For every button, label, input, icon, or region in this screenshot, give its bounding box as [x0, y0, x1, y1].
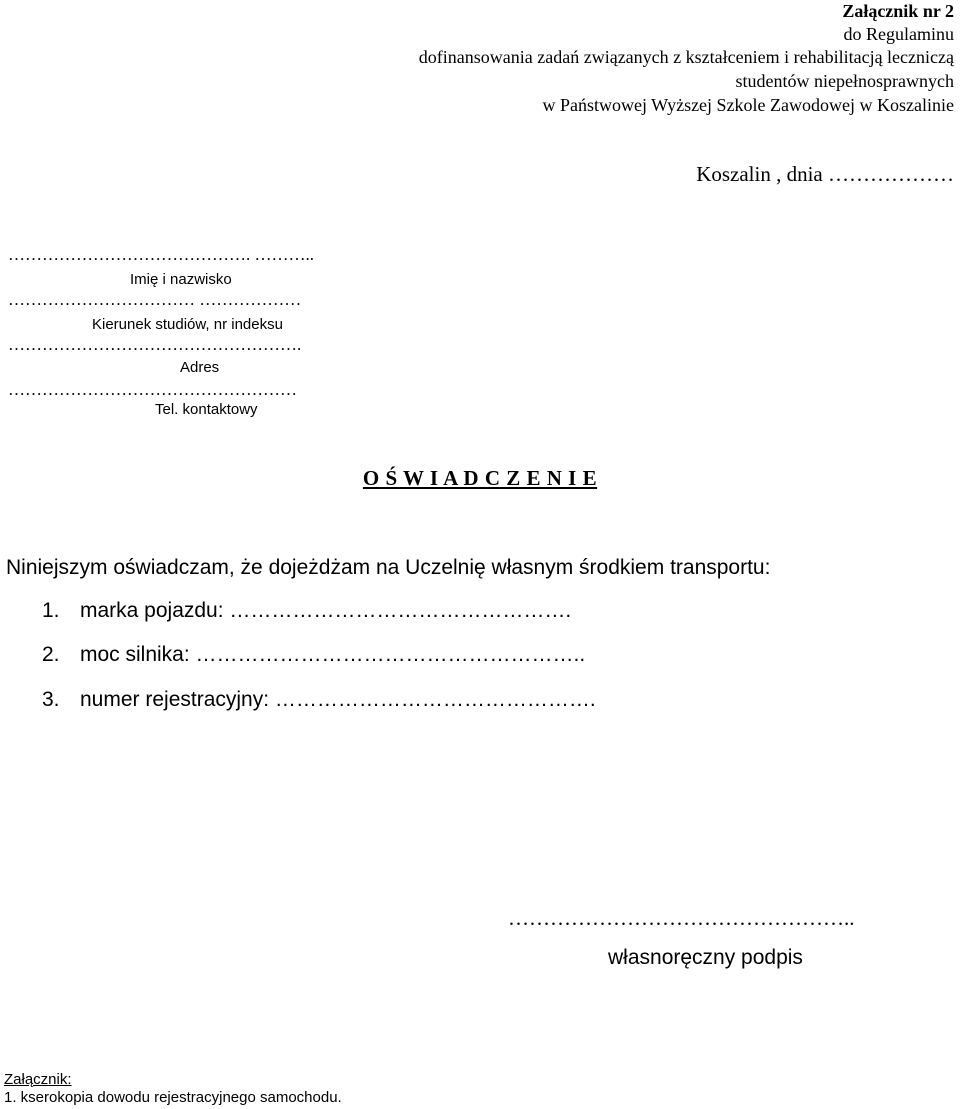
appendix-title: Załącznik nr 2 — [842, 1, 954, 21]
study-field-index-label: Kierunek studiów, nr indeksu — [92, 316, 283, 333]
list-item-number: 2. — [42, 643, 60, 666]
place-date-field[interactable]: Koszalin , dnia ……………… — [696, 162, 954, 186]
header-line-school: w Państwowej Wyższej Szkole Zawodowej w Koszalinie — [542, 95, 954, 115]
statement-intro: Niniejszym oświadczam, że dojeżdżam na Uczelnię własnym środkiem transportu: — [6, 556, 771, 579]
phone-field[interactable]: …………………………………………… — [8, 380, 297, 399]
header-line-students: studentów niepełnosprawnych — [735, 71, 954, 91]
list-item-text: moc silnika: ……………………………………………….. — [80, 643, 586, 666]
phone-label: Tel. kontaktowy — [155, 401, 258, 418]
attachments-label: Załącznik: — [4, 1071, 72, 1088]
attachment-item: 1. kserokopia dowodu rejestracyjnego samochodu. — [4, 1089, 342, 1106]
study-field-index-field[interactable]: …………………………… ……………… — [8, 290, 302, 309]
list-item-vehicle-make[interactable] — [42, 597, 571, 625]
list-item-registration-number[interactable] — [42, 686, 596, 714]
list-item-text: numer rejestracyjny: ………………………………………. — [80, 688, 596, 711]
name-label: Imię i nazwisko — [130, 271, 232, 288]
list-item-text: marka pojazdu: …………………………………………. — [80, 599, 572, 622]
list-item-number: 1. — [42, 599, 60, 622]
name-field[interactable]: ……………………………………. ……….. — [8, 245, 314, 264]
header-line-funding: dofinansowania zadań związanych z kształceniem i rehabilitacją leczniczą — [418, 47, 954, 67]
header-line-regulation: do Regulaminu — [843, 24, 954, 44]
list-item-number: 3. — [42, 688, 60, 711]
declaration-title: O Ś W I A D C Z E N I E — [362, 466, 598, 490]
address-field[interactable]: ……………………………………………. — [8, 335, 302, 354]
signature-label: własnoręczny podpis — [608, 946, 803, 969]
address-label: Adres — [180, 359, 220, 376]
signature-field[interactable]: ………………………………………….. — [508, 906, 855, 930]
list-item-engine-power[interactable] — [42, 641, 585, 669]
